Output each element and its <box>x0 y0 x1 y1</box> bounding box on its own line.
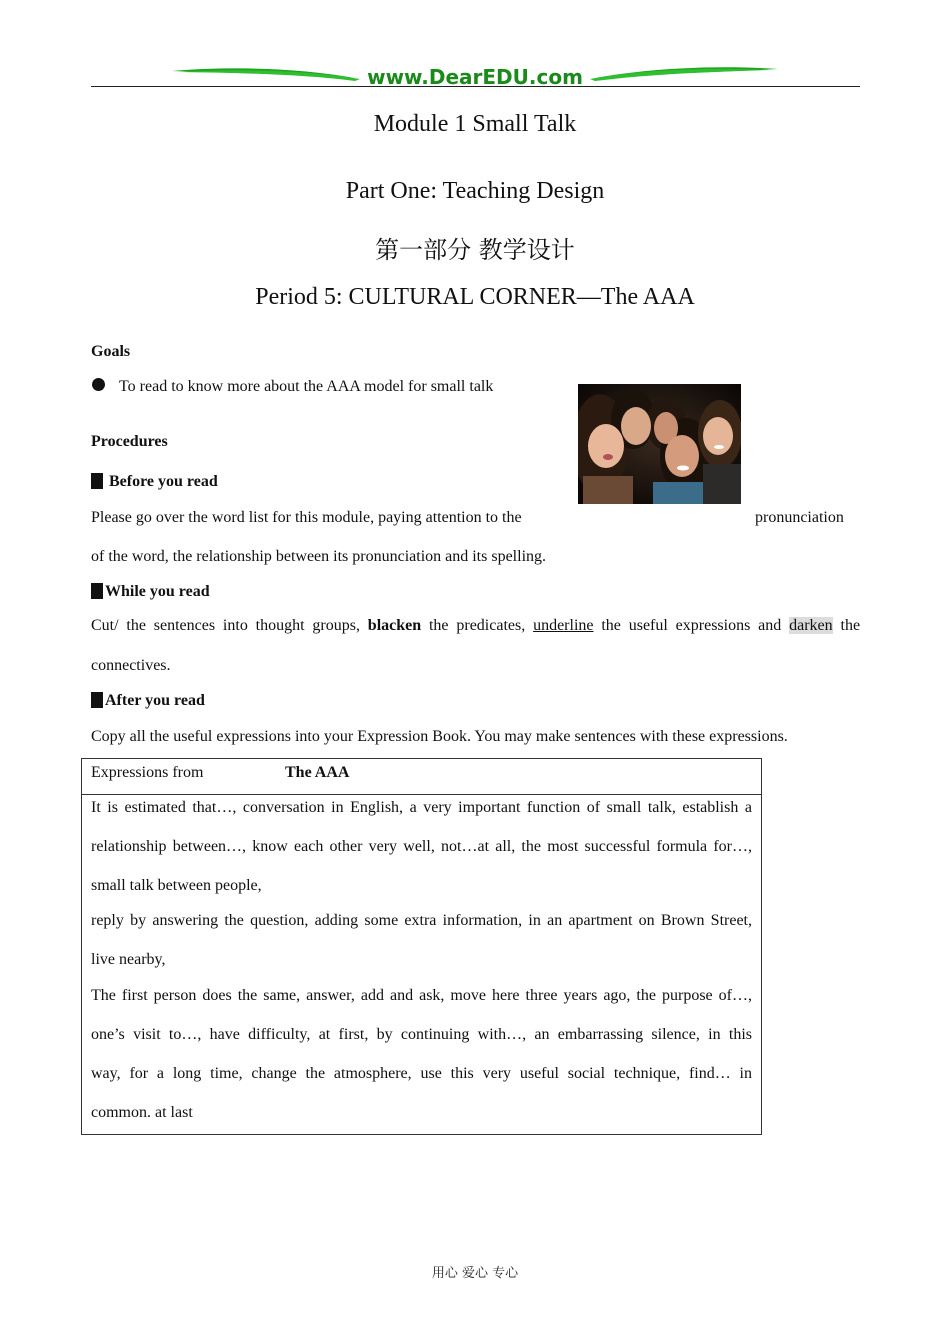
after-heading-label: After you read <box>105 692 205 709</box>
table-line: small talk between people, <box>91 877 262 894</box>
while-underline: underline <box>533 617 594 634</box>
while-you-read-heading <box>91 582 210 602</box>
after-line1: Copy all the useful expressions into your Expression Book. You may make sentences with these expressions. <box>91 728 788 745</box>
table-line: It is estimated that…, conversation in English, a very important function of small talk, establish a <box>91 799 752 816</box>
black-square-icon <box>91 583 103 599</box>
part-title-chinese: 第一部分 教学设计 <box>375 236 575 264</box>
page-footer: 用心 爱心 专心 <box>431 1266 519 1281</box>
while-text-2: the predicates, <box>428 617 526 634</box>
before-line1-start: Please go over the word list for this module, paying attention to the <box>91 509 522 526</box>
table-header-label: Expressions from <box>91 764 204 781</box>
while-blacken: blacken <box>367 617 422 634</box>
table-line: reply by answering the question, adding some extra information, in an apartment on Brown Street, <box>91 912 752 929</box>
period-title: Period 5: CULTURAL CORNER—The AAA <box>255 284 695 310</box>
part-title: Part One: Teaching Design <box>345 178 605 204</box>
black-square-icon <box>91 473 103 489</box>
procedures-heading: Procedures <box>91 433 168 450</box>
while-heading-label: While you read <box>105 583 210 600</box>
before-heading-label: Before you read <box>109 473 218 490</box>
while-text-3: the useful expressions and <box>601 617 782 634</box>
black-square-icon <box>91 692 103 708</box>
after-you-read-heading <box>91 691 205 711</box>
module-title: Module 1 Small Talk <box>373 111 577 137</box>
group-photo <box>578 384 741 504</box>
table-header-rule <box>81 794 762 795</box>
while-darken: darken <box>789 617 833 634</box>
before-you-read-heading <box>91 472 218 492</box>
while-text-1: Cut/ the sentences into thought groups, <box>91 617 360 634</box>
logo-text: www.DearEDU.com <box>367 65 583 89</box>
dearedu-logo <box>170 62 780 92</box>
table-line: The first person does the same, answer, add and ask, move here three years ago, the purpose of…, <box>91 987 752 1004</box>
table-line: relationship between…, know each other very well, not…at all, the most successful formula for…, <box>91 838 752 855</box>
bullet-icon <box>92 378 105 391</box>
table-line: live nearby, <box>91 951 166 968</box>
table-line: one’s visit to…, have difficulty, at first, by continuing with…, an embarrassing silence, in this <box>91 1026 752 1043</box>
while-line1 <box>91 617 860 635</box>
goals-heading: Goals <box>91 343 131 360</box>
table-line: common. at last <box>91 1104 193 1121</box>
header-rule <box>91 86 860 87</box>
table-line: way, for a long time, change the atmosphere, use this very useful social technique, find… in <box>91 1065 752 1082</box>
while-line2: connectives. <box>91 657 171 674</box>
table-header-title: The AAA <box>285 764 350 781</box>
before-line2: of the word, the relationship between its pronunciation and its spelling. <box>91 548 547 565</box>
goal-item: To read to know more about the AAA model for small talk <box>119 378 494 395</box>
while-text-4: the <box>840 617 861 634</box>
before-line1-end: pronunciation <box>755 509 844 526</box>
